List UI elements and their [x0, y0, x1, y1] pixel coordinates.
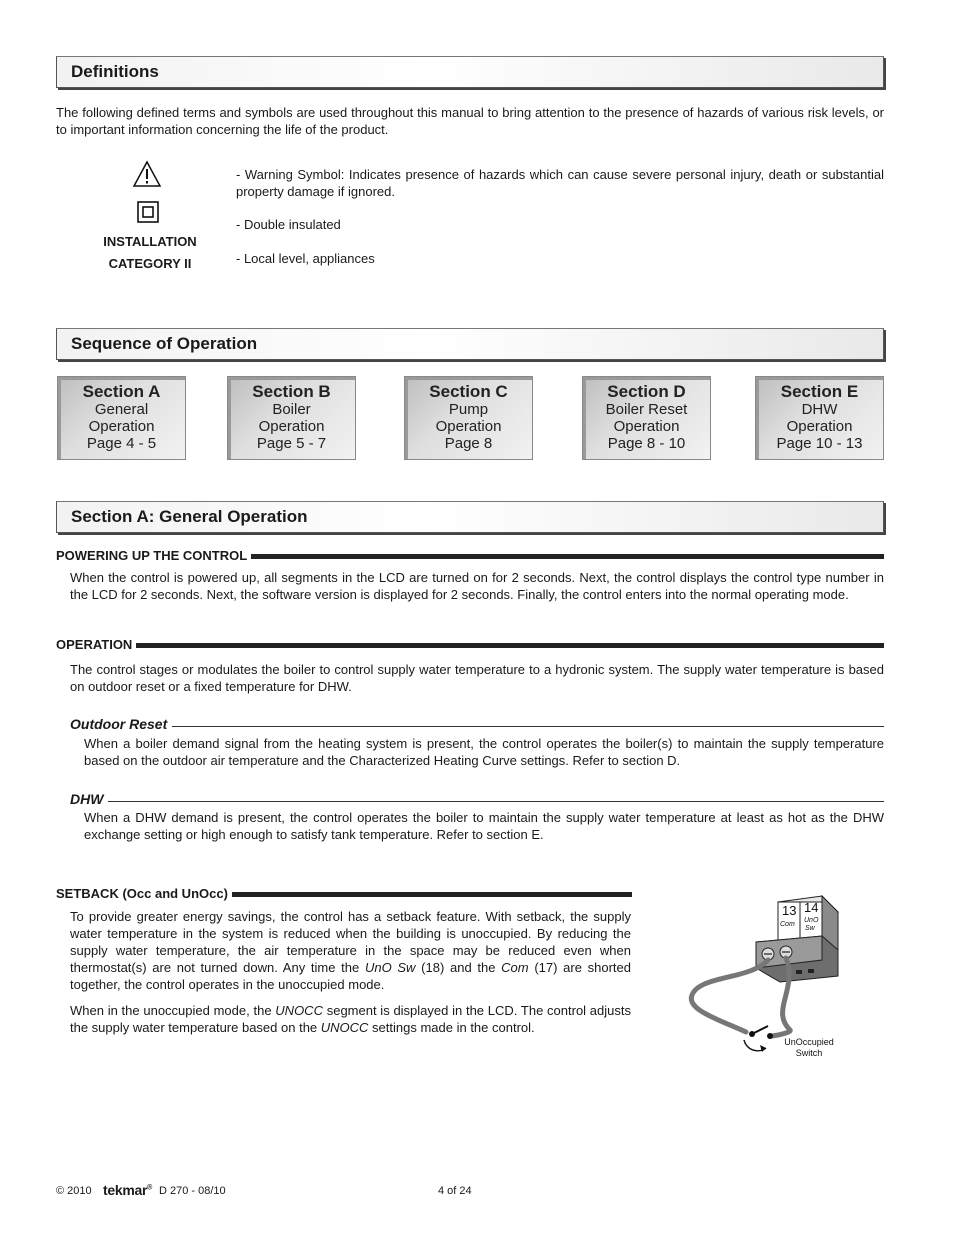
- footer-doc-number: D 270 - 08/10: [159, 1185, 226, 1197]
- section-b-box[interactable]: [227, 376, 356, 460]
- installation-line2: CATEGORY II: [108, 256, 192, 271]
- section-b-pages: Page 5 - 7: [256, 435, 327, 452]
- setback-p1-text-b: (18) and the: [415, 960, 502, 975]
- definitions-header: [56, 56, 884, 88]
- dhw-text: When a DHW demand is present, the control operates the boiler to maintain the supply water temperature at least as hot as the DHW exchange setting or high enough to satisfy tank temperature. Refer to section E.: [84, 810, 884, 842]
- section-a-title: Section A: [82, 382, 161, 401]
- section-d-box[interactable]: [582, 376, 711, 460]
- terminal-14-label: 14: [804, 900, 819, 915]
- footer-page-number: 4 of 24: [438, 1185, 472, 1197]
- registered-mark: ®: [147, 1184, 152, 1192]
- unoccupied-label: UnOccupied: [784, 1037, 834, 1047]
- setback-heading-text: SETBACK (Occ and UnOcc): [56, 886, 228, 901]
- unoccupied-switch-diagram: [680, 890, 860, 1065]
- section-a-header-title: Section A: General Operation: [71, 507, 308, 526]
- switch-label: Switch: [795, 1048, 823, 1058]
- unocc-term: UNOCC: [320, 1020, 369, 1035]
- com-label: Com: [780, 921, 795, 928]
- section-a-pages: Page 4 - 5: [86, 435, 157, 452]
- brand-name: tekmar: [103, 1182, 148, 1198]
- setback-paragraph-2: [70, 1002, 631, 1036]
- section-b-line2: Operation: [258, 418, 325, 435]
- subheading-rule-line: [172, 726, 884, 727]
- outdoor-reset-heading-text: Outdoor Reset: [70, 716, 168, 732]
- section-e-title: Section E: [780, 382, 859, 401]
- section-d-title: Section D: [607, 382, 686, 401]
- uno-label: UnO: [804, 917, 819, 924]
- section-a-line1: General: [94, 401, 149, 418]
- double-insulated-definition: - Double insulated: [236, 217, 341, 232]
- setback-p2-text-b: segment is displayed in the LCD. The control adjusts the supply water temperature based on the: [70, 1003, 631, 1035]
- installation-line1: INSTALLATION: [103, 234, 197, 249]
- definitions-intro: The following defined terms and symbols are used throughout this manual to bring attention to the presence of hazards of various risk levels, or to important information concerning the life of the product.: [56, 105, 884, 137]
- unocc-term: UNOCC: [275, 1003, 323, 1018]
- section-c-pages: Page 8: [444, 435, 493, 452]
- warning-definition-text: - Warning Symbol: Indicates presence of hazards which can cause severe personal injury, death or substantial property damage if ignored.: [236, 167, 884, 199]
- subheading-rule-line: [108, 801, 884, 802]
- powering-text: When the control is powered up, all segments in the LCD are turned on for 2 seconds. Next, the control displays the control type number in the LCD for 2 seconds. Next, the software version is displayed for 2 seconds. Finally, the control enters into the normal operating mode.: [70, 570, 884, 602]
- sequence-header: [56, 328, 884, 360]
- section-d-line1: Boiler Reset: [605, 401, 688, 418]
- setback-p2-text-c: settings made in the control.: [368, 1020, 535, 1035]
- section-e-pages: Page 10 - 13: [776, 435, 863, 452]
- heading-rule-line: [251, 554, 884, 559]
- section-c-title: Section C: [429, 382, 508, 401]
- heading-rule-line: [136, 643, 884, 648]
- double-insulated-icon: [137, 201, 159, 223]
- setback-heading: [56, 886, 632, 902]
- dhw-heading-text: DHW: [70, 791, 104, 807]
- dhw-heading: [70, 791, 884, 807]
- section-c-line1: Pump: [448, 401, 489, 418]
- section-c-line2: Operation: [435, 418, 502, 435]
- sw-label: Sw: [805, 925, 815, 932]
- setback-paragraph-1: [70, 908, 631, 993]
- operation-heading: [56, 637, 884, 653]
- section-e-line2: Operation: [786, 418, 853, 435]
- terminal-13-label: 13: [782, 903, 797, 918]
- section-a-header: [56, 501, 884, 533]
- powering-heading: [56, 548, 884, 564]
- sequence-title: Sequence of Operation: [71, 334, 258, 353]
- outdoor-reset-text: When a boiler demand signal from the heating system is present, the control operates the boiler(s) to maintain the supply temperature based on the outdoor air temperature and the Characterized Heating Curve settings. Refer to section D.: [84, 736, 884, 768]
- operation-heading-text: OPERATION: [56, 637, 133, 652]
- com-term: Com: [501, 960, 529, 975]
- section-d-line2: Operation: [613, 418, 680, 435]
- setback-p1-text-a: To provide greater energy savings, the control has a setback feature. With setback, the supply water temperature in the system is reduced when the building is unoccupied. By reducing the supply water temperature, the air temperature in the space may be reduced even when thermostat(s) are not turned down. Any time the: [70, 909, 631, 975]
- section-d-pages: Page 8 - 10: [607, 435, 686, 452]
- setback-p1-text-c: (17) are shorted together, the control operates in the unoccupied mode.: [70, 960, 631, 992]
- section-e-line1: DHW: [801, 401, 838, 418]
- section-e-box[interactable]: [755, 376, 884, 460]
- local-level-definition: - Local level, appliances: [236, 251, 375, 266]
- powering-heading-text: POWERING UP THE CONTROL: [56, 548, 248, 563]
- section-b-line1: Boiler: [272, 401, 311, 418]
- section-a-box[interactable]: [57, 376, 186, 460]
- heading-rule-line: [232, 892, 632, 897]
- section-b-title: Section B: [252, 382, 331, 401]
- warning-icon: [132, 160, 162, 188]
- installation-category: [80, 231, 220, 275]
- outdoor-reset-heading: [70, 716, 884, 732]
- footer-copyright: © 2010: [56, 1185, 92, 1197]
- operation-text: The control stages or modulates the boiler to control supply water temperature to a hydronic system. The supply water temperature is based on outdoor reset or a fixed temperature for DHW.: [70, 662, 884, 694]
- warning-definition: [236, 166, 884, 200]
- tekmar-logo: [103, 1182, 152, 1198]
- definitions-title: Definitions: [71, 62, 159, 81]
- uno-sw-term: UnO Sw: [364, 960, 416, 975]
- section-a-line2: Operation: [88, 418, 155, 435]
- setback-p2-text-a: When in the unoccupied mode, the: [70, 1003, 276, 1018]
- section-c-box[interactable]: [404, 376, 533, 460]
